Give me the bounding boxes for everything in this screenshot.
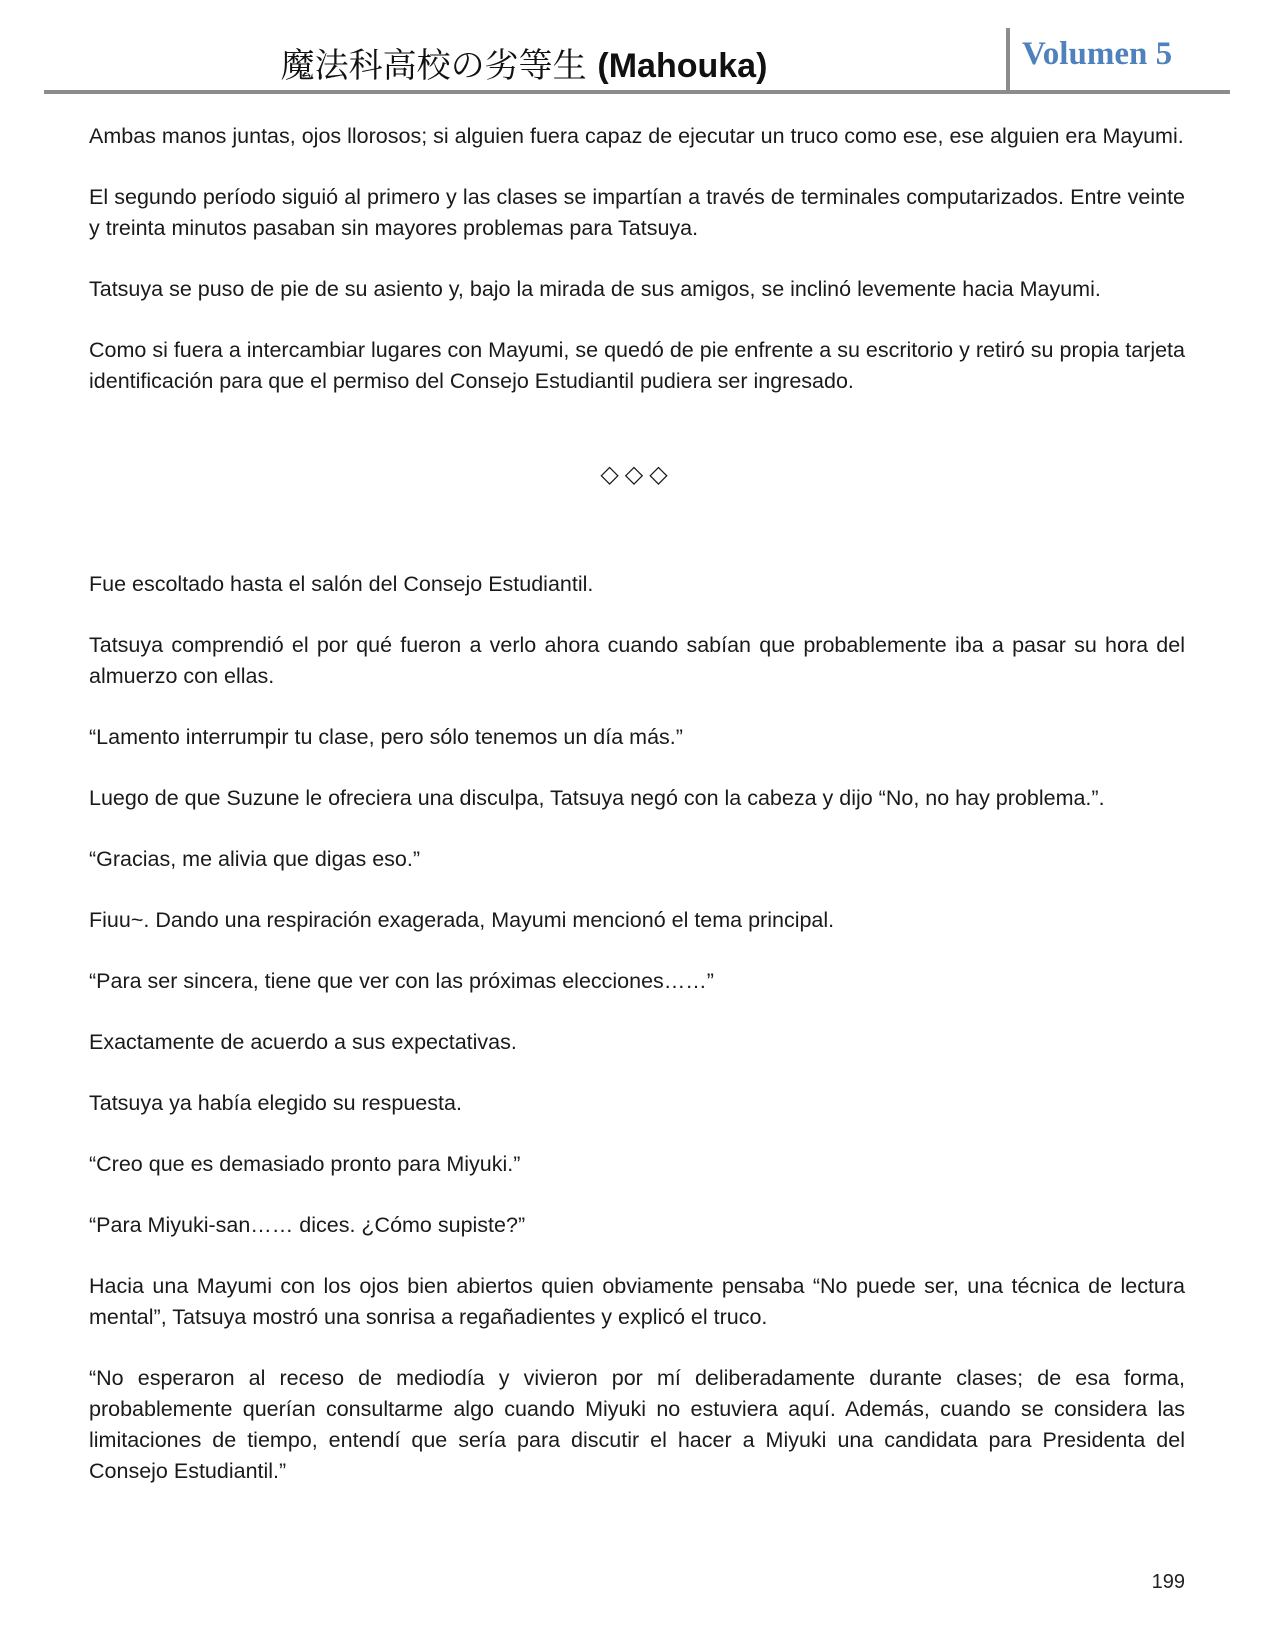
paragraph: El segundo período siguió al primero y las clases se impartían a través de terminales computarizados. Entre veinte y treinta minutos pasaban sin mayores problemas para Tatsuya. xyxy=(89,185,1185,240)
paragraph: Ambas manos juntas, ojos llorosos; si alguien fuera capaz de ejecutar un truco como ese, ese alguien era Mayumi. xyxy=(89,124,1184,148)
volume-label: Volumen 5 xyxy=(1022,36,1173,72)
header-horizontal-rule xyxy=(44,90,1230,94)
paragraph: Fiuu~. Dando una respiración exagerada, Mayumi mencionó el tema principal. xyxy=(89,908,835,932)
book-title-japanese: 魔法科高校の劣等生 xyxy=(280,46,587,86)
paragraph: Tatsuya ya había elegido su respuesta. xyxy=(89,1091,462,1115)
paragraph: Hacia una Mayumi con los ojos bien abiertos quien obviamente pensaba “No puede ser, una técnica de lectura mental”, Tatsuya mostró una sonrisa a regañadientes y explicó el truco. xyxy=(89,1274,1185,1329)
paragraph: “Lamento interrumpir tu clase, pero sólo tenemos un día más.” xyxy=(89,725,683,749)
paragraph: Luego de que Suzune le ofreciera una disculpa, Tatsuya negó con la cabeza y dijo “No, no hay problema.”. xyxy=(89,786,1105,810)
page-body xyxy=(89,121,1185,1517)
paragraph: “Gracias, me alivia que digas eso.” xyxy=(89,847,421,871)
paragraph: Exactamente de acuerdo a sus expectativas. xyxy=(89,1030,517,1054)
paragraph: “No esperaron al receso de mediodía y vivieron por mí deliberadamente durante clases; de esa forma, probablemente querían consultarme algo cuando Miyuki no estuviera aquí. Además, cuando se considera las limitaciones de tiempo, entendí que sería para discutir el hacer a Miyuki una candidata para Presidenta del Consejo Estudiantil.” xyxy=(89,1366,1185,1483)
book-title-latin: (Mahouka) xyxy=(597,47,768,85)
paragraph: “Creo que es demasiado pronto para Miyuki.” xyxy=(89,1152,521,1176)
paragraph: “Para ser sincera, tiene que ver con las próximas elecciones……” xyxy=(89,969,714,993)
paragraph: Tatsuya comprendió el por qué fueron a verlo ahora cuando sabían que probablemente iba a pasar su hora del almuerzo con ellas. xyxy=(89,633,1185,688)
book-title xyxy=(44,38,1004,87)
scene-break-separator: ◇◇◇ xyxy=(600,460,674,488)
paragraph: Como si fuera a intercambiar lugares con Mayumi, se quedó de pie enfrente a su escritorio y retiró su propia tarjeta identificación para que el permiso del Consejo Estudiantil pudiera ser ingresado. xyxy=(89,338,1185,393)
paragraph: “Para Miyuki-san…… dices. ¿Cómo supiste?” xyxy=(89,1213,526,1237)
page-header xyxy=(44,28,1230,94)
header-vertical-divider xyxy=(1006,28,1010,92)
paragraph: Tatsuya se puso de pie de su asiento y, bajo la mirada de sus amigos, se inclinó levemente hacia Mayumi. xyxy=(89,277,1101,301)
page-number: 199 xyxy=(1151,1571,1185,1593)
paragraph: Fue escoltado hasta el salón del Consejo Estudiantil. xyxy=(89,572,594,596)
